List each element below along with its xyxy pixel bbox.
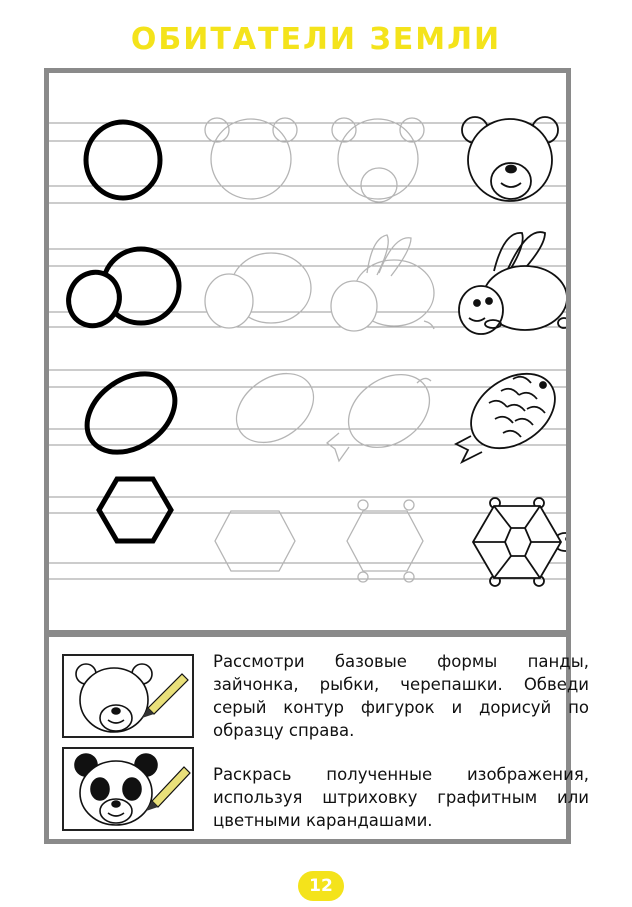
turtle-trace-1 (215, 511, 295, 571)
panda-icon (462, 117, 558, 201)
fish-trace-1 (223, 359, 326, 456)
turtle-trace-2 (347, 500, 423, 582)
bunny-trace-1 (205, 253, 311, 328)
page-number-badge: 12 (298, 871, 344, 901)
turtle-icon (473, 498, 566, 586)
drawing-area (49, 73, 566, 630)
page-title: ОБИТАТЕЛИ ЗЕМЛИ (130, 22, 502, 57)
bunny-icon (459, 232, 566, 334)
panda-trace-2 (332, 118, 424, 202)
instruction-paragraph-1: Рассмотри базовые формы панды, зайчонка, рыбки, черепашки. Обведи серый контур фигурок и дорисуй по образцу справа. (213, 652, 589, 740)
two-ovals-icon (60, 249, 179, 334)
section-divider (44, 630, 571, 637)
instruction-paragraph-2: Раскрась полученные изображения, используя штриховку графитным или цветными карандашами. (213, 765, 589, 830)
panda-colored-icon (64, 749, 192, 829)
panda-outline-icon (64, 656, 192, 736)
circle-icon (86, 122, 160, 198)
oval-icon (72, 358, 190, 469)
panda-trace-1 (205, 118, 297, 199)
example-thumbnail-outline (62, 654, 194, 738)
fish-trace-2 (327, 360, 443, 463)
hexagon-icon (99, 479, 171, 541)
example-thumbnail-colored (62, 747, 194, 831)
fish-icon (456, 358, 566, 463)
